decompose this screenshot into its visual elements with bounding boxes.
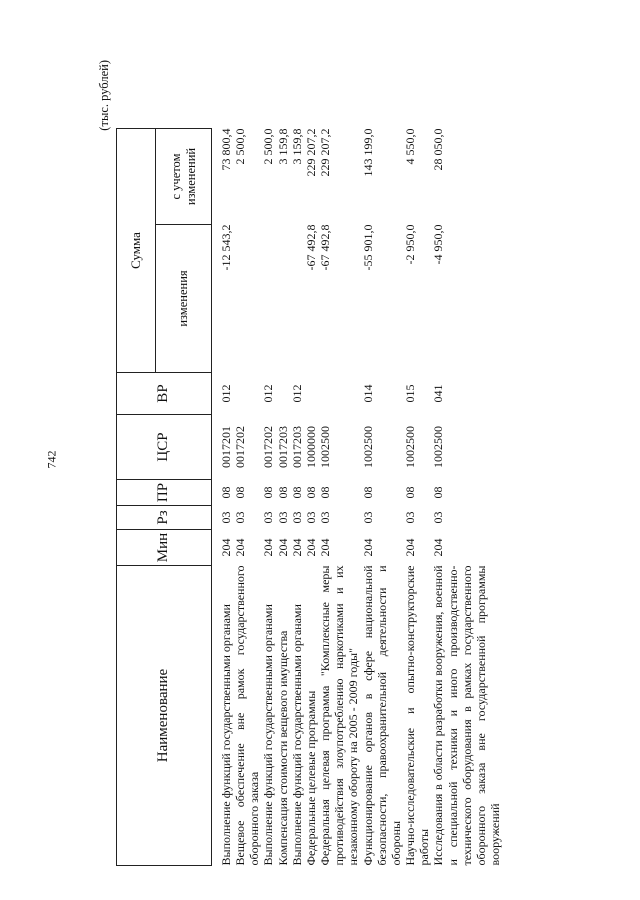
row-change [261, 225, 275, 373]
header-sum: Сумма [117, 129, 156, 373]
row-csr: 1002500 [360, 426, 375, 468]
table-row [361, 129, 403, 866]
row-pr: 08 [261, 486, 276, 499]
row-rz: 03 [233, 511, 248, 524]
row-total: 73 800,4 [219, 128, 233, 171]
row-csr: 1002500 [318, 426, 333, 468]
table-row [276, 129, 290, 866]
row-vr [276, 373, 290, 415]
header-with-changes: с учетом изменений [156, 129, 212, 225]
row-name: Выполнение функций государственными органами [261, 604, 276, 866]
header-change: изменения [156, 225, 212, 373]
row-csr: 1002500 [431, 426, 446, 468]
row-change: -4 950,0 [431, 224, 446, 265]
row-min: 204 [233, 538, 248, 557]
row-pr: 08 [303, 486, 318, 499]
header-pr: ПР [117, 480, 212, 506]
row-vr [304, 373, 318, 415]
units-note: (тыс. рублей) [97, 60, 111, 131]
row-pr: 08 [403, 486, 418, 499]
row-rz: 03 [289, 511, 304, 524]
header-min: Мин [117, 530, 212, 566]
row-total: 229 207,2 [318, 128, 333, 177]
row-rz: 03 [360, 511, 375, 524]
table-row [304, 129, 318, 866]
row-csr: 0017202 [261, 426, 276, 468]
row-total: 2 500,0 [261, 128, 276, 165]
row-vr: 012 [289, 384, 304, 403]
row-total: 2 500,0 [233, 128, 248, 165]
row-vr: 012 [219, 384, 233, 403]
row-vr [318, 373, 360, 415]
row-name: Исследования в области разработки вооружения, военной и специальной техники и иного производственно-технического оборудования в рамках государственного оборонного заказа вне государственной программы вооружений [431, 565, 502, 866]
row-change: -12 543,2 [219, 224, 233, 271]
row-vr [233, 373, 261, 415]
row-min: 204 [261, 538, 276, 557]
row-rz: 03 [403, 511, 418, 524]
row-vr: 041 [431, 384, 446, 403]
row-total: 4 550,0 [403, 128, 418, 165]
row-rz: 03 [261, 511, 276, 524]
row-pr: 08 [360, 486, 375, 499]
row-change [233, 225, 261, 373]
table-row [212, 129, 234, 866]
row-rz: 03 [431, 511, 446, 524]
row-change [290, 225, 304, 373]
row-name: Выполнение функций государственными органами [289, 604, 304, 866]
row-name: Компенсация стоимости вещевого имущества [275, 630, 290, 866]
rotated-budget-page [96, 46, 636, 866]
row-min: 204 [318, 538, 333, 557]
row-pr: 08 [219, 486, 233, 499]
row-total: 3 159,8 [275, 128, 290, 165]
row-total: 143 199,0 [360, 128, 375, 177]
row-pr: 08 [289, 486, 304, 499]
budget-table [116, 128, 502, 866]
row-change: -2 950,0 [403, 224, 418, 265]
row-change: -67 492,8 [303, 224, 318, 271]
row-rz: 03 [303, 511, 318, 524]
row-change [276, 225, 290, 373]
row-rz: 03 [275, 511, 290, 524]
row-rz: 03 [219, 511, 233, 524]
row-min: 204 [403, 538, 418, 557]
row-csr: 0017203 [289, 426, 304, 468]
row-name: Выполнение функций государственными органами [219, 604, 233, 866]
row-pr: 08 [431, 486, 446, 499]
row-vr: 012 [261, 384, 276, 403]
row-csr: 0017203 [275, 426, 290, 468]
header-name: Наименование [117, 566, 212, 866]
row-min: 204 [303, 538, 318, 557]
row-vr: 014 [360, 384, 375, 403]
row-change: -67 492,8 [318, 224, 333, 271]
row-csr: 1002500 [403, 426, 418, 468]
table-row [431, 129, 502, 866]
page-number: 742 [44, 450, 59, 469]
row-min: 204 [219, 538, 233, 557]
row-total: 28 050,0 [431, 128, 446, 171]
row-min: 204 [289, 538, 304, 557]
row-csr: 0017201 [219, 426, 233, 468]
table-row [318, 129, 360, 866]
header-rz: Рз [117, 506, 212, 530]
row-pr: 08 [275, 486, 290, 499]
row-min: 204 [275, 538, 290, 557]
row-total: 3 159,8 [289, 128, 304, 165]
row-total: 229 207,2 [303, 128, 318, 177]
table-row [233, 129, 261, 866]
row-name: Функционирование органов в сфере национальной безопасности, правоохранительной деятельности и обороны [360, 565, 403, 866]
table-row [403, 129, 431, 866]
table-row [261, 129, 275, 866]
row-pr: 08 [233, 486, 248, 499]
row-rz: 03 [318, 511, 333, 524]
table-row [290, 129, 304, 866]
header-csr: ЦСР [117, 415, 212, 480]
row-name: Федеральная целевая программа "Комплексные меры противодействия злоупотреблению наркотиками и их незаконному обороту на 2005 - 2009 годы" [318, 565, 361, 866]
row-vr: 015 [403, 384, 418, 403]
row-name: Федеральные целевые программы [303, 690, 318, 866]
row-csr: 1000000 [303, 426, 318, 468]
row-min: 204 [360, 538, 375, 557]
row-name: Вещевое обеспечение вне рамок государственного оборонного заказа [233, 565, 262, 866]
row-name: Научно-исследовательские и опытно-конструкторские работы [403, 565, 432, 866]
header-vr: ВР [117, 373, 212, 415]
row-csr: 0017202 [233, 426, 248, 468]
row-pr: 08 [318, 486, 333, 499]
row-change: -55 901,0 [360, 224, 375, 271]
row-min: 204 [431, 538, 446, 557]
